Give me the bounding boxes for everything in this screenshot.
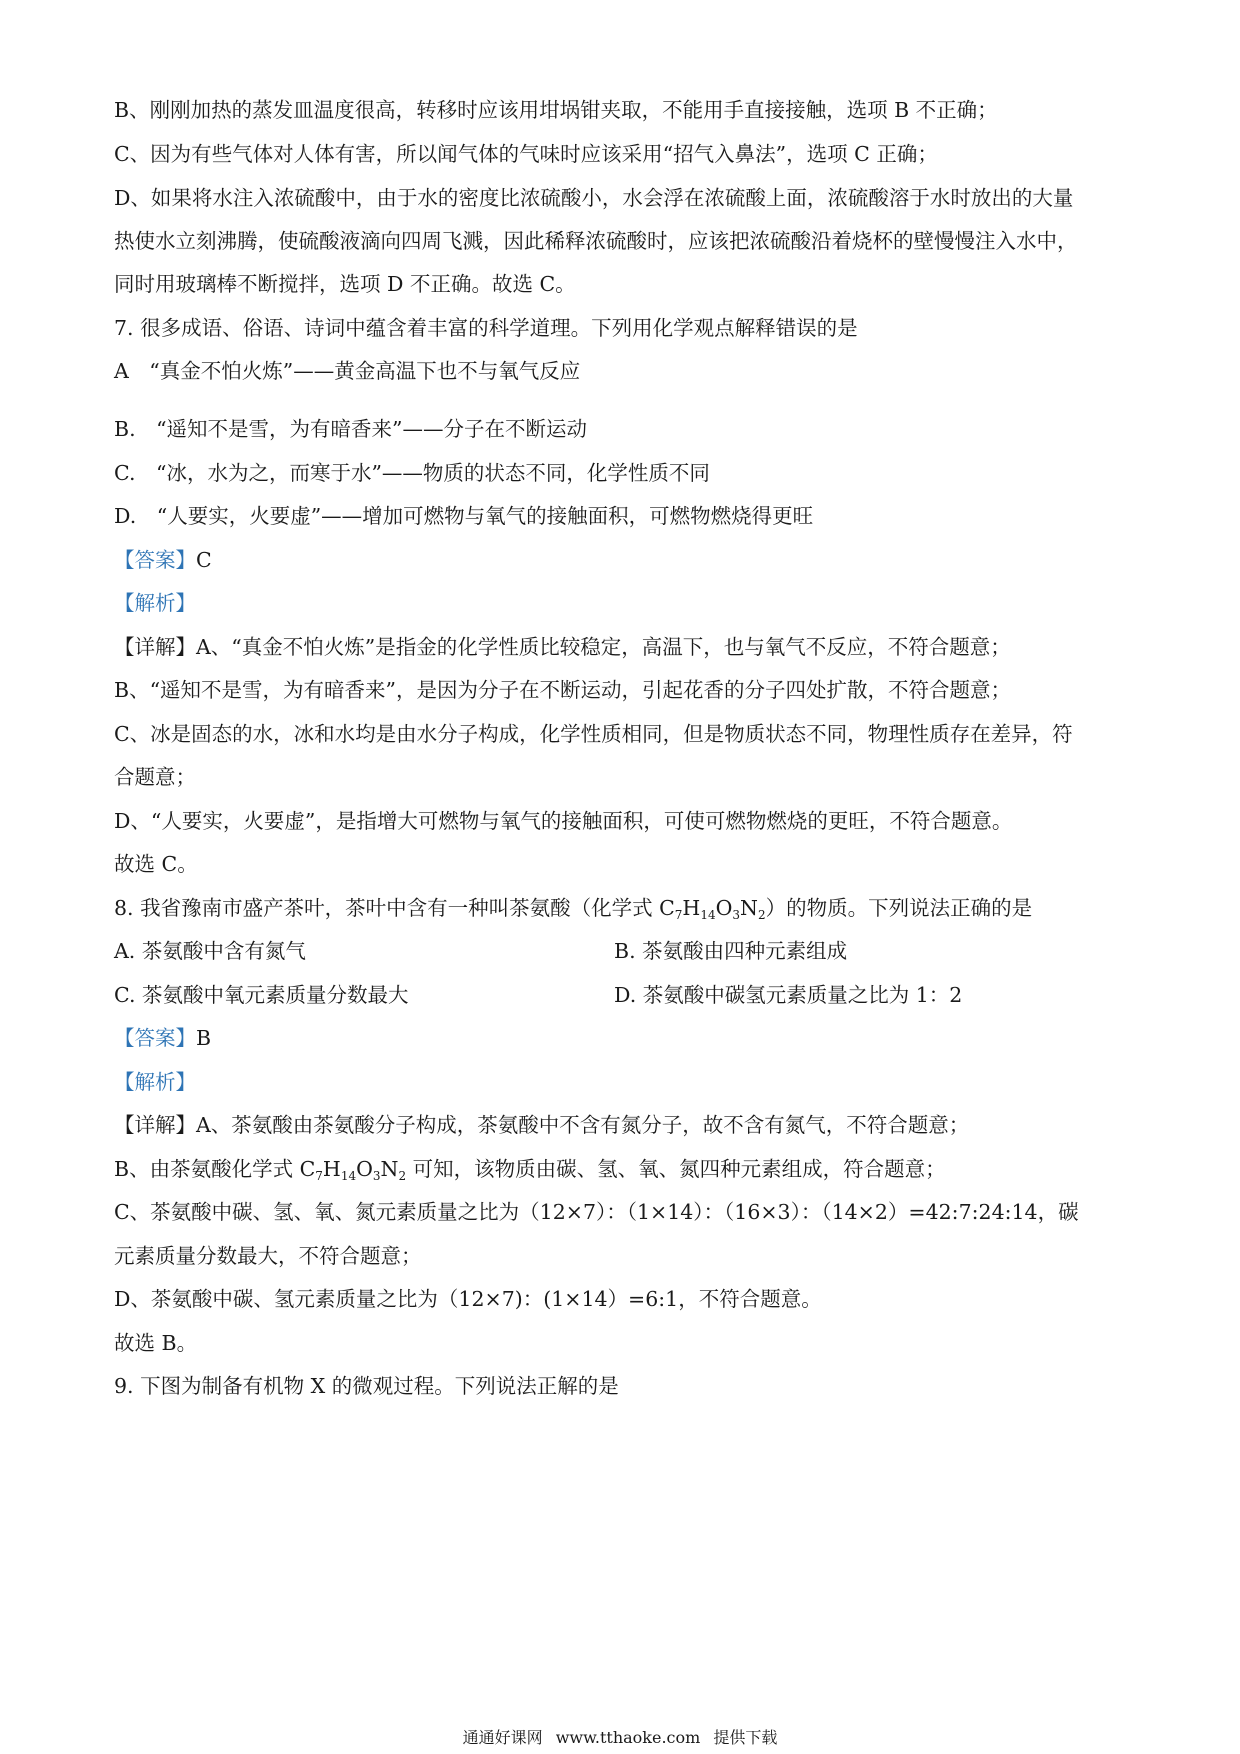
detail-7-c-line1: C、冰是固态的水，冰和水均是由水分子构成，化学性质相同，但是物质状态不同，物理性质存在差异，符 [114, 722, 1073, 746]
footer-site-name: 通通好课网 [462, 1728, 543, 1747]
answer-value: C [196, 548, 212, 572]
analysis-label-7: 【解析】 [114, 591, 196, 615]
detail-8-a: 【详解】A、茶氨酸由茶氨酸分子构成，茶氨酸中不含有氮分子，故不含有氮气，不符合题意； [114, 1113, 970, 1137]
question-7-option-a: A “真金不怕火炼”——黄金高温下也不与氧气反应 [114, 359, 581, 383]
analysis-label-8: 【解析】 [114, 1070, 196, 1094]
option-b-explanation: B、刚刚加热的蒸发皿温度很高，转移时应该用坩埚钳夹取，不能用手直接接触，选项 B 不正确； [114, 98, 998, 122]
answer-7 [114, 546, 212, 574]
page-footer [0, 1728, 1240, 1748]
question-8-option-c: C. 茶氨酸中氧元素质量分数最大 [114, 983, 409, 1007]
selection-7: 故选 C。 [114, 852, 198, 876]
question-8-stem: 8. 我省豫南市盛产茶叶，茶叶中含有一种叫茶氨酸（化学式 $C_7H_{14}O_3N_2$）的物质。下列说法正确的是 [114, 896, 1033, 922]
detail-8-c-line2: 元素质量分数最大，不符合题意； [114, 1244, 422, 1268]
answer-8 [114, 1024, 211, 1052]
answer-label: 【答案】 [114, 1026, 196, 1050]
detail-7-d: D、“人要实，火要虚”，是指增大可燃物与氧气的接触面积，可使可燃物燃烧的更旺，不符合题意。 [114, 809, 1013, 833]
question-8-option-a: A. 茶氨酸中含有氮气 [114, 939, 306, 963]
detail-7-c-line2: 合题意； [114, 765, 196, 789]
option-d-explanation-line1: D、如果将水注入浓硫酸中，由于水的密度比浓硫酸小，水会浮在浓硫酸上面，浓硫酸溶于水时放出的大量 [114, 186, 1074, 210]
detail-8-b: B、由茶氨酸化学式 $C_7H_{14}O_3N_2$ 可知，该物质由碳、氢、氧、氮四种元素组成，符合题意； [114, 1157, 946, 1183]
selection-8: 故选 B。 [114, 1331, 198, 1355]
question-7-option-b: B. “遥知不是雪，为有暗香来”——分子在不断运动 [114, 417, 588, 441]
detail-7-b: B、“遥知不是雪，为有暗香来”，是因为分子在不断运动，引起花香的分子四处扩散，不符合题意； [114, 678, 1012, 702]
question-8-option-b: B. 茶氨酸由四种元素组成 [614, 939, 848, 963]
footer-url[interactable]: www.tthaoke.com [555, 1728, 701, 1747]
detail-7-a: 【详解】A、“真金不怕火炼”是指金的化学性质比较稳定，高温下，也与氧气不反应，不符合题意； [114, 635, 1011, 659]
detail-8-c-line1: C、茶氨酸中碳、氢、氧、氮元素质量之比为（12×7）：（1×14）：（16×3）：（14×2）=42:7:24:14，碳 [114, 1200, 1079, 1224]
detail-8-d: D、茶氨酸中碳、氢元素质量之比为（12×7)：(1×14）=6:1，不符合题意。 [114, 1287, 822, 1311]
footer-action: 提供下载 [713, 1728, 778, 1747]
question-9-stem: 9. 下图为制备有机物 X 的微观过程。下列说法正解的是 [114, 1374, 619, 1398]
detail-label: 【详解】 [114, 1113, 196, 1137]
answer-value: B [196, 1026, 212, 1050]
answer-label: 【答案】 [114, 548, 196, 572]
option-c-explanation: C、因为有些气体对人体有害，所以闻气体的气味时应该采用“招气入鼻法”，选项 C 正确； [114, 142, 938, 166]
question-7-stem: 7. 很多成语、俗语、诗词中蕴含着丰富的科学道理。下列用化学观点解释错误的是 [114, 316, 858, 340]
question-8-option-d: D. 茶氨酸中碳氢元素质量之比为 1：2 [614, 983, 963, 1007]
detail-label: 【详解】 [114, 635, 196, 659]
option-d-explanation-line2: 热使水立刻沸腾，使硫酸液滴向四周飞溅，因此稀释浓硫酸时，应该把浓硫酸沿着烧杯的壁慢慢注入水中， [114, 229, 1078, 253]
question-7-option-d: D. “人要实，火要虚”——增加可燃物与氧气的接触面积，可燃物燃烧得更旺 [114, 504, 814, 528]
question-7-option-c: C. “冰，水为之，而寒于水”——物质的状态不同，化学性质不同 [114, 461, 710, 485]
option-d-explanation-line3: 同时用玻璃棒不断搅拌，选项 D 不正确。故选 C。 [114, 272, 576, 296]
